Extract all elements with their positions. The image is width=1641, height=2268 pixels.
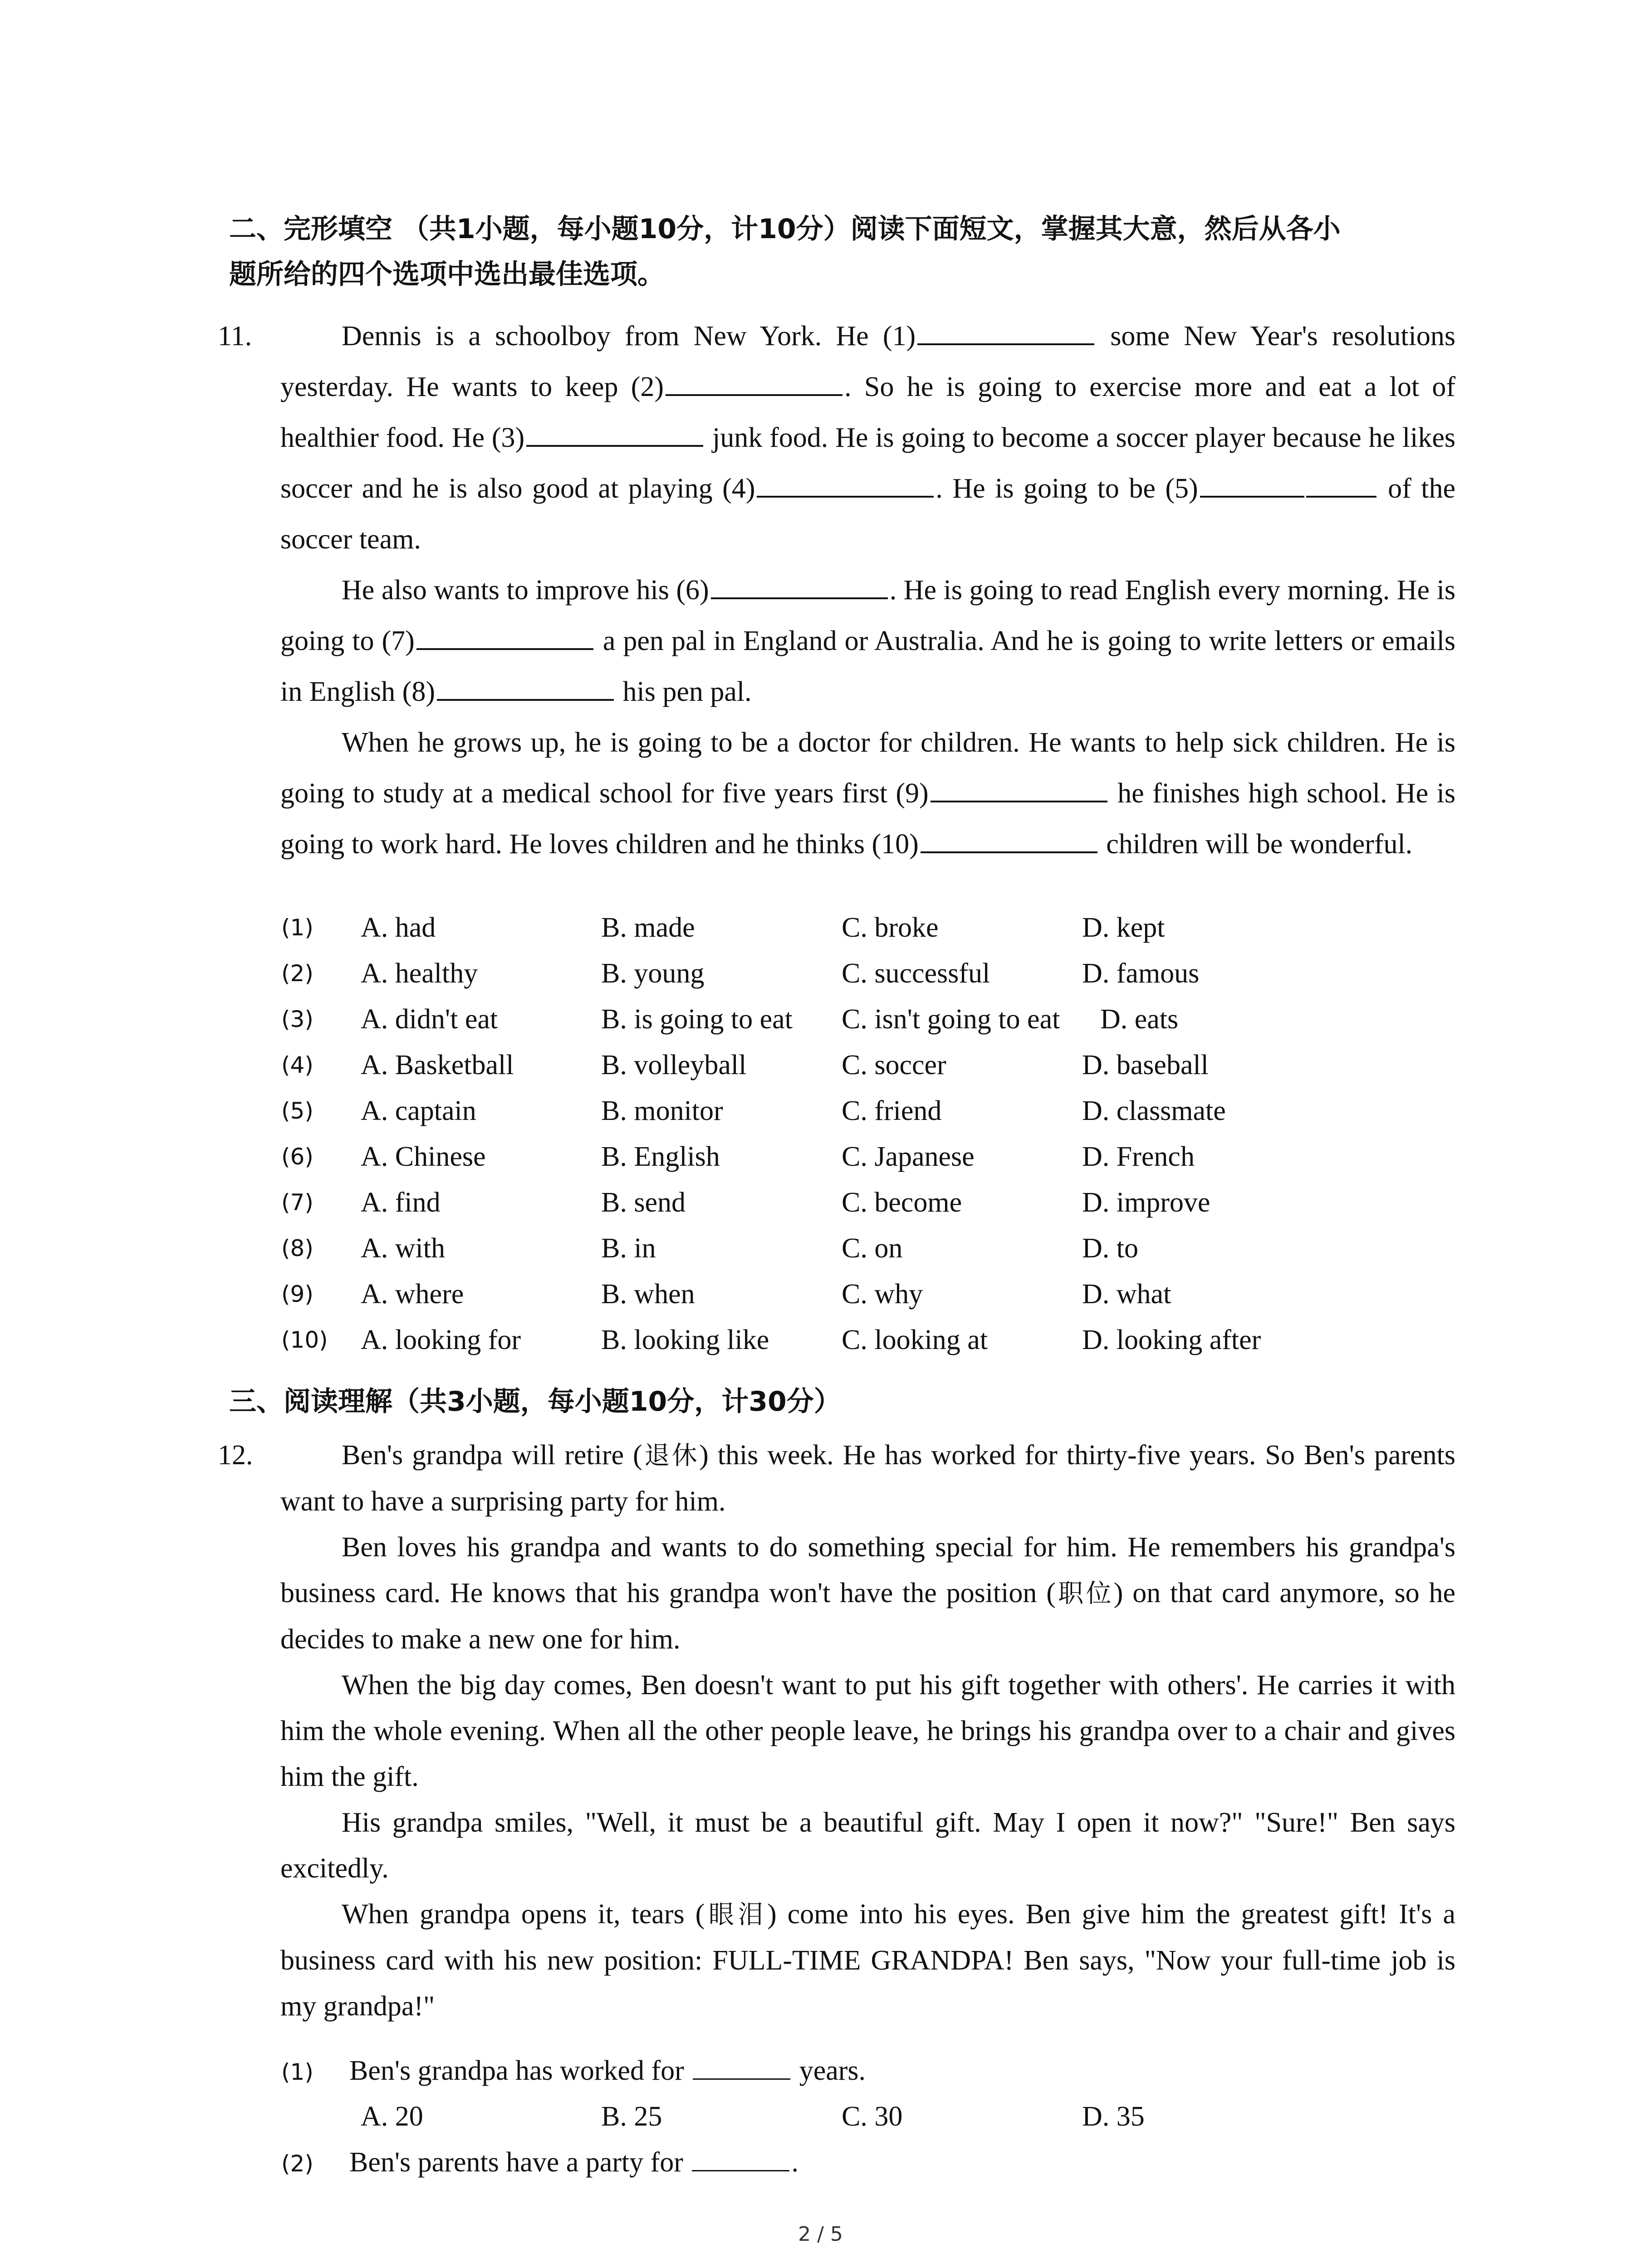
- option-number: (10): [281, 1327, 328, 1353]
- gloss-text: 眼泪: [705, 1900, 767, 1930]
- option-d[interactable]: D. famous: [1082, 958, 1200, 989]
- text-span: ) on that card anymore, so he decides to make a new one for him.: [280, 1578, 1456, 1655]
- text-span: Ben's grandpa has worked for: [349, 2055, 691, 2086]
- text-span: . So he is going to exercise more and eat a lot of healthier food. He (3): [280, 371, 1455, 453]
- option-b[interactable]: B. young: [601, 958, 705, 989]
- text-span: When grandpa opens it, tears (: [342, 1899, 705, 1930]
- sub-question-2: [281, 2140, 798, 2187]
- option-b[interactable]: B. is going to eat: [601, 1004, 793, 1035]
- cloze-paragraph-1: [280, 311, 1455, 565]
- blank-3: [526, 418, 703, 447]
- option-number: (4): [281, 1052, 314, 1078]
- option-b[interactable]: B. monitor: [601, 1095, 723, 1126]
- text-span: Dennis is a schoolboy from New York. He (1): [342, 321, 916, 352]
- option-number: (9): [281, 1281, 314, 1307]
- option-a[interactable]: A. where: [361, 1279, 464, 1310]
- sub-question-number: (2): [281, 2151, 314, 2177]
- option-c[interactable]: C. isn't going to eat: [842, 1004, 1060, 1035]
- reading-paragraph-3: When the big day comes, Ben doesn't want to put his gift together with others'. He carries it with him the whole evening. When all the other people leave, he brings his grandpa over to a chair and gives him the gift.: [280, 1670, 1455, 1792]
- cloze-passage: [280, 311, 1455, 870]
- option-c[interactable]: C. successful: [842, 958, 990, 989]
- option-b[interactable]: B. send: [601, 1187, 686, 1218]
- gloss-text: 退休: [642, 1441, 700, 1471]
- text-span: When he grows up, he is going to be a doctor for children. He wants to help sick children. He is going to study at a medical school for five years first (9): [280, 727, 1455, 809]
- blank-1: [917, 316, 1094, 345]
- option-d[interactable]: D. improve: [1082, 1187, 1210, 1218]
- option-a[interactable]: A. captain: [361, 1095, 476, 1126]
- option-d[interactable]: D. eats: [1100, 1004, 1179, 1035]
- option-number: (1): [281, 914, 314, 941]
- reading-passage: [280, 1432, 1455, 2029]
- text-span: some New Year's resolutions yesterday. He wants to keep (2): [280, 321, 1455, 402]
- option-c[interactable]: C. Japanese: [842, 1141, 975, 1172]
- option-d[interactable]: D. looking after: [1082, 1325, 1261, 1355]
- gloss-text: 职位: [1055, 1579, 1114, 1608]
- heading-line-1: 二、完形填空 （共1小题，每小题10分，计10分）阅读下面短文，掌握其大意，然后从各小: [229, 213, 1341, 245]
- option-a[interactable]: A. healthy: [361, 958, 478, 989]
- option-a[interactable]: A. didn't eat: [361, 1004, 498, 1035]
- option-b[interactable]: B. 25: [601, 2101, 662, 2132]
- option-number: (3): [281, 1006, 314, 1032]
- option-number: (2): [281, 960, 314, 987]
- option-b[interactable]: B. in: [601, 1233, 656, 1264]
- option-b[interactable]: B. made: [601, 912, 695, 943]
- option-c[interactable]: C. soccer: [842, 1050, 946, 1080]
- option-b[interactable]: B. looking like: [601, 1325, 769, 1355]
- reading-paragraph-4: His grandpa smiles, "Well, it must be a beautiful gift. May I open it now?" "Sure!" Ben says excitedly.: [280, 1807, 1455, 1884]
- reading-paragraph-5: [280, 1892, 1455, 2029]
- text-span: . He is going to be (5): [936, 473, 1198, 504]
- option-number: (5): [281, 1098, 314, 1124]
- text-span: ) come into his eyes. Ben give him the greatest gift! It's a business card with his new position: FULL-TIME GRANDPA! Ben says, "Now your full-time job is my grandpa!": [280, 1899, 1456, 2022]
- sub-question-1: [281, 2048, 866, 2095]
- page-number: 2 / 5: [798, 2223, 843, 2246]
- blank-8: [437, 672, 614, 701]
- blank-6: [711, 570, 888, 599]
- option-b[interactable]: B. volleyball: [601, 1050, 747, 1080]
- reading-paragraph-1: [280, 1432, 1455, 1525]
- cloze-paragraph-2: [280, 565, 1455, 717]
- option-c[interactable]: C. broke: [842, 912, 939, 943]
- option-a[interactable]: A. find: [361, 1187, 441, 1218]
- text-span: a pen pal in England or Australia. And he is going to write letters or emails in English (8): [280, 626, 1455, 707]
- question-number-12: 12.: [218, 1440, 253, 1471]
- option-c[interactable]: C. become: [842, 1187, 962, 1218]
- option-a[interactable]: A. looking for: [361, 1325, 521, 1355]
- text-span: .: [791, 2147, 798, 2178]
- option-d[interactable]: D. baseball: [1082, 1050, 1209, 1080]
- blank-10: [921, 824, 1097, 853]
- option-d[interactable]: D. kept: [1082, 912, 1165, 943]
- text-span: of the soccer team.: [280, 473, 1455, 555]
- blank-5: [1200, 469, 1304, 498]
- option-c[interactable]: C. looking at: [842, 1325, 988, 1355]
- option-d[interactable]: D. what: [1082, 1279, 1171, 1310]
- option-a[interactable]: A. Chinese: [361, 1141, 486, 1172]
- section-heading-reading: 三、阅读理解（共3小题，每小题10分，计30分）: [229, 1386, 841, 1418]
- option-a[interactable]: A. 20: [361, 2101, 423, 2132]
- answer-blank: [693, 2051, 790, 2080]
- text-span: he finishes high school. He is going to work hard. He loves children and he thinks (10): [280, 778, 1455, 860]
- option-c[interactable]: C. friend: [842, 1095, 942, 1126]
- text-span: ) this week. He has worked for thirty-five years. So Ben's parents want to have a surprising party for him.: [280, 1440, 1456, 1517]
- text-span: . He is going to read English every morning. He is going to (7): [280, 575, 1455, 656]
- reading-paragraph-2: [280, 1525, 1455, 1662]
- option-d[interactable]: D. 35: [1082, 2101, 1145, 2132]
- blank-7: [416, 621, 593, 650]
- blank-9: [931, 773, 1107, 802]
- text-span: children will be wonderful.: [1099, 829, 1413, 860]
- option-number: (8): [281, 1235, 314, 1261]
- option-a[interactable]: A. had: [361, 912, 436, 943]
- text-span: years.: [792, 2055, 866, 2086]
- option-b[interactable]: B. English: [601, 1141, 720, 1172]
- option-number: (7): [281, 1189, 314, 1216]
- answer-blank: [692, 2143, 789, 2171]
- heading-line-2: 题所给的四个选项中选出最佳选项。: [229, 259, 665, 290]
- option-b[interactable]: B. when: [601, 1279, 695, 1310]
- cloze-paragraph-3: [280, 717, 1455, 870]
- option-c[interactable]: C. on: [842, 1233, 903, 1264]
- text-span: Ben's grandpa will retire (: [342, 1440, 642, 1471]
- option-c[interactable]: C. 30: [842, 2101, 903, 2132]
- option-d[interactable]: D. French: [1082, 1141, 1195, 1172]
- text-span: Ben's parents have a party for: [349, 2147, 691, 2178]
- text-span: junk food. He is going to become a soccer player because he likes soccer and he is also good at playing (4): [280, 422, 1455, 504]
- blank-5-continued: [1306, 469, 1376, 498]
- text-span: Ben loves his grandpa and wants to do something special for him. He remembers his grandpa's business card. He knows that his grandpa won't have the position (: [280, 1532, 1455, 1608]
- option-c[interactable]: C. why: [842, 1279, 923, 1310]
- option-d[interactable]: D. to: [1082, 1233, 1138, 1264]
- option-a[interactable]: A. Basketball: [361, 1050, 514, 1080]
- text-span: his pen pal.: [615, 676, 752, 707]
- blank-4: [757, 469, 934, 498]
- option-d[interactable]: D. classmate: [1082, 1095, 1226, 1126]
- option-a[interactable]: A. with: [361, 1233, 445, 1264]
- text-span: He also wants to improve his (6): [342, 575, 709, 606]
- question-number-11: 11.: [218, 321, 252, 352]
- section-heading-cloze: [229, 206, 1454, 297]
- sub-question-number: (1): [281, 2059, 314, 2085]
- blank-2: [666, 367, 843, 396]
- option-number: (6): [281, 1144, 314, 1170]
